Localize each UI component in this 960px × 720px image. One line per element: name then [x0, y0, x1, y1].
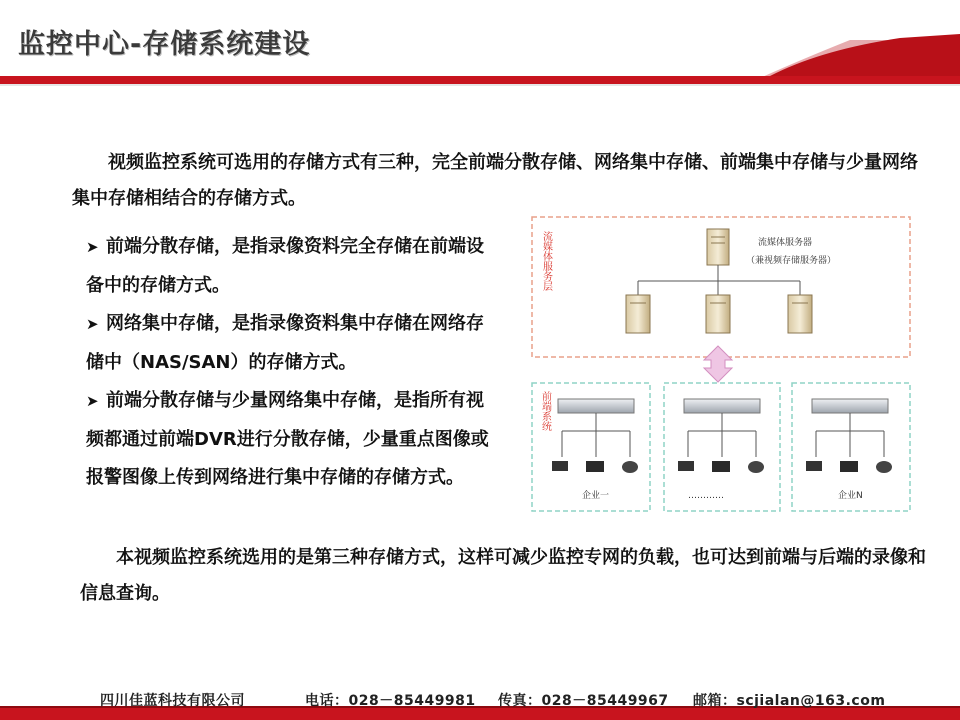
- storage-server-icon: [706, 295, 730, 333]
- intro-text: 视频监控系统可选用的存储方式有三种，完全前端分散存储、网络集中存储、前端集中存储与少量网络集中存储相结合的存储方式。: [72, 152, 918, 209]
- server-sublabel: （兼视频存储服务器）: [746, 256, 837, 266]
- arrow-bullet-icon: ➤: [86, 392, 99, 410]
- storage-server-icon: [626, 295, 650, 333]
- storage-server-icon: [788, 295, 812, 333]
- storage-topology-diagram: [518, 213, 918, 518]
- list-item-text: 前端分散存储，是指录像资料完全存储在前端设备中的存储方式。: [86, 236, 484, 296]
- conclusion-paragraph: [80, 540, 930, 612]
- camera-icon: [678, 461, 694, 471]
- dome-camera-icon: [622, 461, 638, 473]
- main-server-icon: [707, 229, 729, 265]
- list-item: [86, 382, 496, 498]
- dome-camera-icon: [748, 461, 764, 473]
- double-arrow-icon: [704, 346, 732, 382]
- unit-label: …………: [688, 491, 724, 501]
- intro-paragraph: [72, 145, 922, 217]
- camera-icon: [806, 461, 822, 471]
- dvr-icon: [684, 399, 760, 413]
- arrow-bullet-icon: ➤: [86, 315, 99, 333]
- footer-fax: 传真：028－85449967: [498, 693, 669, 709]
- list-item: [86, 305, 496, 382]
- server-layer-label: 流媒体服务层: [540, 231, 552, 291]
- arrow-bullet-icon: ➤: [86, 238, 99, 256]
- camera-icon: [552, 461, 568, 471]
- footer-phone: 电话：028－85449981: [305, 693, 476, 709]
- frontend-layer-label: 前端系统: [539, 391, 551, 431]
- camera-icon: [840, 461, 858, 472]
- list-item-text: 前端分散存储与少量网络集中存储，是指所有视频都通过前端DVR进行分散存储，少量重点图像或报警图像上传到网络进行集中存储的存储方式。: [86, 390, 489, 488]
- footer-email: 邮箱：scjialan@163.com: [693, 693, 886, 709]
- page-title: 监控中心-存储系统建设: [18, 29, 311, 60]
- server-label: 流媒体服务器: [758, 238, 813, 248]
- list-item-text: 网络集中存储，是指录像资料集中存储在网络存储中（NAS/SAN）的存储方式。: [86, 313, 484, 373]
- camera-icon: [712, 461, 730, 472]
- conclusion-text: 本视频监控系统选用的是第三种存储方式，这样可减少监控专网的负载，也可达到前端与后端的录像和信息查询。: [80, 547, 926, 604]
- unit-label: 企业一: [582, 491, 610, 501]
- unit-label: 企业N: [838, 491, 863, 501]
- footer-company: 四川佳蓝科技有限公司: [100, 693, 245, 709]
- dome-camera-icon: [876, 461, 892, 473]
- list-item: [86, 228, 496, 305]
- dvr-icon: [558, 399, 634, 413]
- camera-icon: [586, 461, 604, 472]
- bullet-list: [86, 228, 496, 498]
- dvr-icon: [812, 399, 888, 413]
